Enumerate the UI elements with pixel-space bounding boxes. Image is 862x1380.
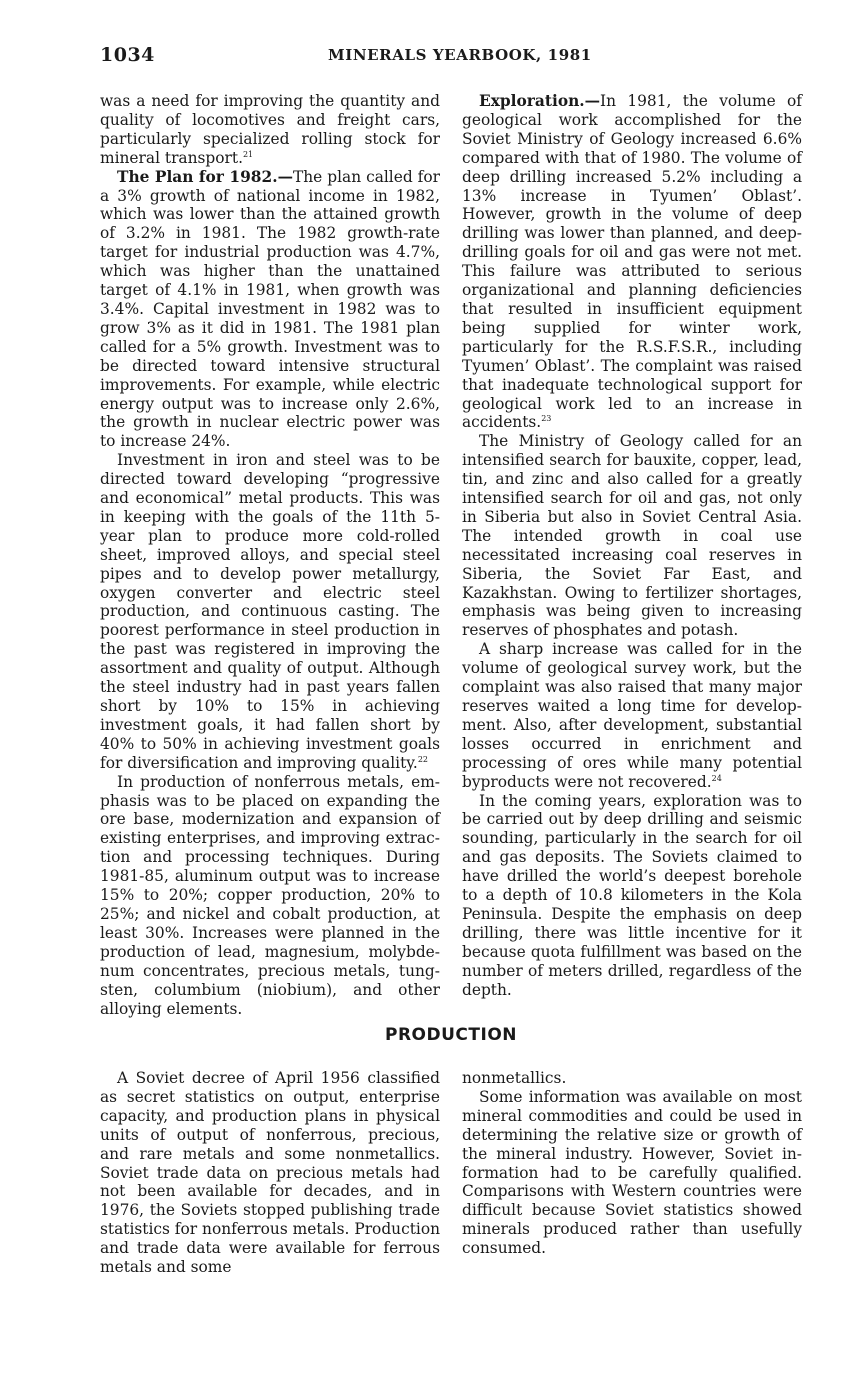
paragraph-text: The plan called for a 3% growth of national income in 1982, which was lower than the attained growth of 3.2% in 1981. The 1982 growth-rate target for industrial production was 4.7%, which was higher than the unattained target of 4.1% in 1981, when growth was 3.4%. Capital investment in 1982 was to grow 3% as it did in 1981. The 1981 plan called for a 5% growth. Investment was to be directed toward intensive structural improvements. For example, while electric energy output was to increase only 2.6%, the growth in nuclear electric power was to increase 24%. xyxy=(100,167,441,451)
paragraph-continuation xyxy=(462,1069,802,1088)
paragraph-text: In production of nonferrous metals, emphasis was to be placed on expanding the ore base, modernization and expansion of existing enterprises, and improving extraction and processing techniques. During 1981-85, aluminum output was to increase 15% to 20%; copper production, 20% to 25%; and nickel and cobalt production, at least 30%. Increases were planned in the production of lead, magnesium, molybdenum concentrates, precious metals, tungsten, columbium (niobium), and other alloying elements. xyxy=(100,772,440,1018)
page-number: 1034 xyxy=(100,44,155,66)
paragraph xyxy=(462,640,802,791)
paragraph-text: A sharp increase was called for in the volume of geological survey work, but the complaint was also raised that many major reserves waited a long time for development. Also, after development, substantial losses occurred in enrichment and processing of ores while many potential byproducts were not recovered. xyxy=(462,640,802,791)
left-column xyxy=(100,92,440,1018)
running-title: MINERALS YEARBOOK, 1981 xyxy=(328,46,592,64)
paragraph xyxy=(462,792,802,1000)
paragraph xyxy=(100,92,440,168)
paragraph-text: Investment in iron and steel was to be directed toward developing “progressive and economical” metal products. This was in keeping with the goals of the 11th 5-year plan to produce more cold-rolled sheet, improved alloys, and special steel pipes and to develop power metallurgy, oxygen converter and electric steel production, and continuous casting. The poorest performance in steel production in the past was registered in improving the assortment and quality of output. Although the steel industry had in past years fallen short by 10% to 15% in achieving investment goals, it had fallen short by 40% to 50% in achieving investment goals for diversification and improving quality. xyxy=(100,451,440,772)
paragraph-text: In the coming years, exploration was to be carried out by deep drilling and seismic sounding, particularly in the search for oil and gas deposits. The Soviets claimed to have drilled the world’s deepest borehole to a depth of 10.8 kilometers in the Kola Peninsula. Despite the emphasis on deep drilling, there was little incentive for it because quota fulfillment was based on the number of meters drilled, regardless of the depth. xyxy=(462,791,802,999)
footnote-ref: 22 xyxy=(417,754,429,764)
paragraph xyxy=(462,1088,802,1258)
production-right-column xyxy=(462,1069,802,1258)
paragraph-text: A Soviet decree of April 1956 classified as secret statistics on output, enterprise capacity, and production plans in physical units of output of nonferrous, precious, and rare metals and some nonmetallics. Soviet trade data on precious metals had not been available for decades, and in 1976, the Soviets stopped publishing trade statistics for nonferrous metals. Production and trade data were available for ferrous metals and some xyxy=(100,1069,440,1277)
footnote-ref: 21 xyxy=(242,149,254,159)
run-in-heading: The Plan for 1982.— xyxy=(117,167,293,186)
paragraph xyxy=(100,451,440,772)
production-left-column xyxy=(100,1069,440,1277)
paragraph xyxy=(100,1069,440,1277)
section-heading-production: PRODUCTION xyxy=(385,1025,517,1045)
paragraph-text: The Ministry of Geology called for an intensified search for bauxite, copper, lead, tin, and zinc and also called for a greatly intensified search for oil and gas, not only in Siberia but also in Soviet Central Asia. The intended growth in coal use necessitated increasing coal reserves in Siberia, the Soviet Far East, and Kazakhstan. Owing to fertilizer shortages, emphasis was being given to increasing reserves of phosphates and potash. xyxy=(462,432,802,640)
paragraph-text: was a need for improving the quantity and quality of locomotives and freight cars, particularly specialized rolling stock for mineral transport. xyxy=(100,92,440,167)
right-column xyxy=(462,92,802,1000)
paragraph-text: Some information was available on most mineral commodities and could be used in determining the relative size or growth of the mineral industry. However, Soviet information had to be carefully qualified. Comparisons with Western countries were difficult because Soviet statistics showed minerals produced rather than usefully consumed. xyxy=(462,1087,802,1258)
paragraph xyxy=(100,168,440,452)
paragraph-text: nonmetallics. xyxy=(462,1069,567,1087)
paragraph-text: In 1981, the volume of geological work accomplished for the Soviet Ministry of Geology increased 6.6% compared with that of 1980. The volume of deep drilling increased 5.2% including a 13% increase in Tyumen’ Oblast’. However, growth in the volume of deep drilling was lower than planned, and deep-drilling goals for oil and gas were not met. This failure was attributed to serious organizational and planning deficiencies that resulted in insufficient equipment being supplied for winter work, particularly for the R.S.F.S.R., including Tyumen’ Oblast’. The complaint was raised that inadequate technological support for geological work led to an increase in accidents. xyxy=(462,92,802,432)
paragraph xyxy=(100,773,440,1019)
footnote-ref: 24 xyxy=(711,773,722,783)
page-header xyxy=(100,44,804,68)
run-in-heading: Exploration.— xyxy=(479,92,601,110)
footnote-ref: 23 xyxy=(541,414,552,424)
paragraph xyxy=(462,432,802,640)
paragraph xyxy=(462,92,802,432)
